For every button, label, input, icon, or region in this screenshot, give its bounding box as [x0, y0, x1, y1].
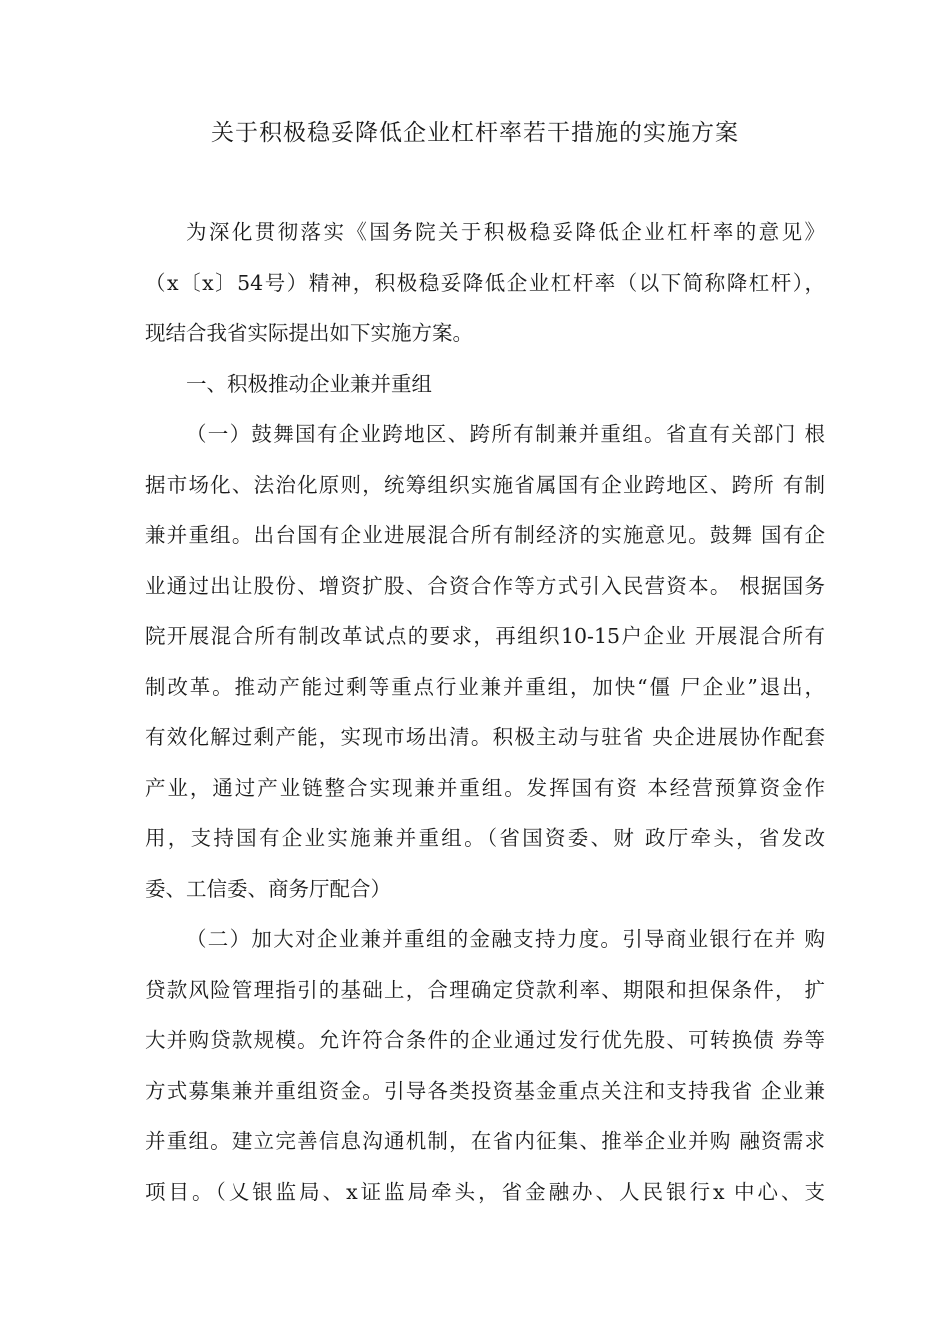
text-line: （二）加大对企业兼并重组的金融支持力度。引导商业银行在并 购	[186, 927, 825, 951]
document-body	[145, 207, 825, 1217]
document-title: 关于积极稳妥降低企业杠杆率若干措施的实施方案	[211, 120, 739, 146]
text-line: 据市场化、法治化原则，统筹组织实施省属国有企业跨地区、跨所 有制	[145, 472, 825, 497]
text-line: 产业，通过产业链整合实现兼并重组。发挥国有资 本经营预算资金作	[145, 775, 825, 800]
text-line: 方式募集兼并重组资金。引导各类投资基金重点关注和支持我省 企业兼	[145, 1078, 825, 1103]
text-line: 院开展混合所有制改革试点的要求，再组织10-15户企业 开展混合所有	[145, 624, 825, 648]
text-line: 制改革。推动产能过剩等重点行业兼并重组，加快“僵 尸企业”退出，	[145, 674, 825, 699]
text-line: 为深化贯彻落实《国务院关于积极稳妥降低企业杠杆率的意见》	[186, 220, 825, 244]
text-line: 大并购贷款规模。允许符合条件的企业通过发行优先股、可转换债 券等	[145, 1028, 825, 1052]
section-heading: 一、积极推动企业兼并重组	[186, 371, 432, 396]
text-line: 兼并重组。出台国有企业进展混合所有制经济的实施意见。鼓舞 国有企	[145, 523, 825, 547]
text-line: 有效化解过剩产能，实现市场出清。积极主动与驻省 央企进展协作配套	[145, 725, 825, 749]
text-line: 贷款风险管理指引的基础上，合理确定贷款利率、期限和担保条件， 扩	[145, 977, 825, 1002]
text-line: 委、工信委、商务厅配合）	[145, 876, 391, 901]
text-line: 业通过出让股份、增资扩股、合资合作等方式引入民营资本。 根据国务	[145, 573, 825, 598]
text-line: 用，支持国有企业实施兼并重组。（省国资委、财 政厅牵头，省发改	[145, 826, 825, 850]
text-line: 项目。（乂银监局、x证监局牵头，省金融办、人民银行x 中心、支	[145, 1179, 825, 1204]
text-line: 并重组。建立完善信息沟通机制，在省内征集、推举企业并购 融资需求	[145, 1129, 825, 1153]
text-line: 现结合我省实际提出如下实施方案。	[145, 321, 473, 345]
text-line: （x〔x〕54号）精神，积极稳妥降低企业杠杆率（以下简称降杠杆），	[145, 270, 825, 295]
text-line: （一）鼓舞国有企业跨地区、跨所有制兼并重组。省直有关部门 根	[186, 422, 825, 446]
